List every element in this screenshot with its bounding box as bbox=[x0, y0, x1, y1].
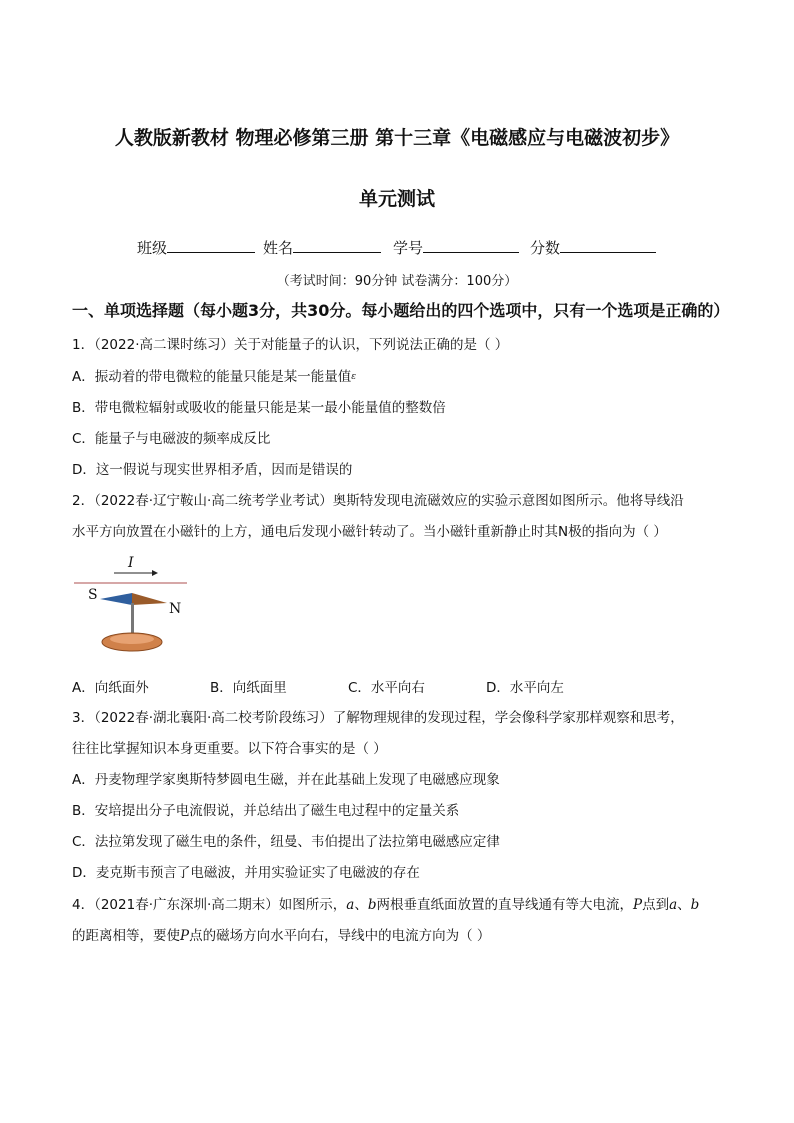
q1-option-d[interactable]: D．这一假说与现实世界相矛盾，因而是错误的 bbox=[72, 462, 353, 478]
q4-sym-a: a bbox=[346, 897, 355, 913]
score-field bbox=[530, 237, 656, 258]
q2-stem-line-2: 水平方向放置在小磁针的上方，通电后发现小磁针转动了。当小磁针重新静止时其N极的指向为（ ） bbox=[72, 524, 667, 540]
q1-option-c[interactable]: C．能量子与电磁波的频率成反比 bbox=[72, 431, 271, 447]
q1-stem: 1．（2022·高二课时练习）关于对能量子的认识，下列说法正确的是（ ） bbox=[72, 337, 509, 353]
q2-option-d[interactable]: D．水平向左 bbox=[486, 680, 564, 696]
class-blank[interactable] bbox=[167, 238, 255, 253]
epsilon-symbol: ε bbox=[351, 372, 357, 382]
title-line-1: 人教版新教材 物理必修第三册 第十三章《电磁感应与电磁波初步》 bbox=[114, 127, 680, 149]
id-blank[interactable] bbox=[423, 238, 519, 253]
section-heading: 一、单项选择题（每小题3分，共30分。每小题给出的四个选项中，只有一个选项是正确的） bbox=[72, 301, 730, 320]
needle-n-half bbox=[132, 593, 167, 605]
q4-sym-p2: P bbox=[180, 928, 190, 944]
name-field bbox=[263, 237, 381, 258]
q2-option-c[interactable]: C．水平向右 bbox=[348, 680, 425, 696]
q4-text-1: 4．（2021春·广东深圳·高二期末）如图所示， bbox=[72, 897, 347, 913]
q3-option-d[interactable]: D．麦克斯韦预言了电磁波，并用实验证实了电磁波的存在 bbox=[72, 865, 420, 881]
q4-text-2: 两根垂直纸面放置的直导线通有等大电流， bbox=[376, 897, 633, 913]
name-blank[interactable] bbox=[293, 238, 381, 253]
q4-sep-1: 、 bbox=[354, 897, 368, 913]
q3-option-b[interactable]: B．安培提出分子电流假说，并总结出了磁生电过程中的定量关系 bbox=[72, 803, 460, 819]
q4-sep-2: 、 bbox=[677, 897, 691, 913]
q3-stem-line-2: 往往比掌握知识本身更重要。以下符合事实的是（ ） bbox=[72, 741, 387, 757]
q4-stem-line-2 bbox=[72, 924, 490, 944]
score-blank[interactable] bbox=[560, 238, 656, 253]
q4-sym-p: P bbox=[633, 897, 643, 913]
q3-stem-line-1: 3．（2022春·湖北襄阳·高二校考阶段练习）了解物理规律的发现过程，学会像科学家那样观察和思考， bbox=[72, 710, 684, 726]
compass-figure bbox=[72, 553, 192, 658]
q3-option-c[interactable]: C．法拉第发现了磁生电的条件，纽曼、韦伯提出了法拉第电磁感应定律 bbox=[72, 834, 500, 850]
q3-option-a[interactable]: A．丹麦物理学家奥斯特梦圆电生磁，并在此基础上发现了电磁感应现象 bbox=[72, 772, 500, 788]
q1-option-a-text: A．振动着的带电微粒的能量只能是某一能量值 bbox=[72, 369, 352, 385]
class-label: 班级 bbox=[137, 239, 168, 257]
n-pole-label: N bbox=[169, 601, 182, 617]
q4-line2-text-2: 点的磁场方向水平向右，导线中的电流方向为（ ） bbox=[189, 928, 491, 944]
stand-base-top bbox=[110, 634, 154, 644]
name-label: 姓名 bbox=[263, 239, 294, 257]
q4-sym-a2: a bbox=[669, 897, 678, 913]
q2-stem-line-1: 2．（2022春·辽宁鞍山·高二统考学业考试）奥斯特发现电流磁效应的实验示意图如图所示。他将导线沿 bbox=[72, 493, 684, 509]
q1-option-a[interactable] bbox=[72, 365, 356, 385]
id-label: 学号 bbox=[393, 239, 424, 257]
q2-option-b[interactable]: B．向纸面里 bbox=[210, 680, 287, 696]
current-label: I bbox=[128, 555, 134, 571]
score-label: 分数 bbox=[530, 239, 561, 257]
q2-option-a[interactable]: A．向纸面外 bbox=[72, 680, 149, 696]
q4-sym-b: b bbox=[367, 897, 377, 913]
q1-option-b[interactable]: B．带电微粒辐射或吸收的能量只能是某一最小能量值的整数倍 bbox=[72, 400, 446, 416]
exam-note: （考试时间：90分钟 试卷满分：100分） bbox=[276, 274, 518, 289]
s-pole-label: S bbox=[88, 587, 98, 603]
current-arrow-head bbox=[152, 570, 158, 576]
q4-line2-text-1: 的距离相等，要使 bbox=[72, 928, 180, 944]
class-field bbox=[137, 237, 255, 258]
id-field bbox=[393, 237, 519, 258]
q4-sym-b2: b bbox=[690, 897, 700, 913]
q4-stem-line-1 bbox=[72, 893, 699, 913]
q4-text-3: 点到 bbox=[642, 897, 670, 913]
needle-s-half bbox=[100, 593, 132, 605]
title-line-2: 单元测试 bbox=[358, 188, 435, 210]
